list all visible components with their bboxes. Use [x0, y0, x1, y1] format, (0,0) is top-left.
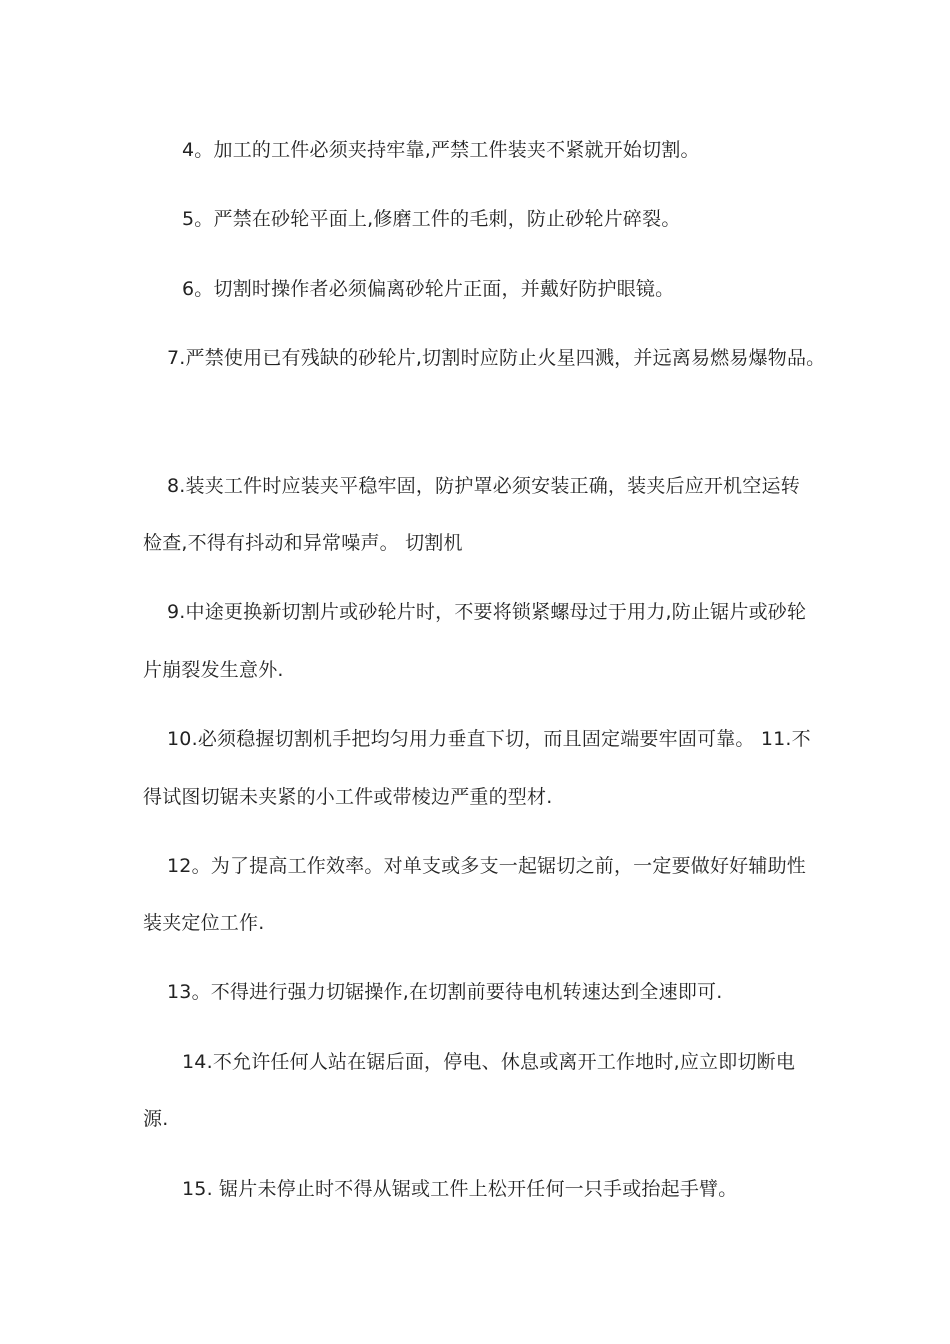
rule-4-line: 4。加工的工件必须夹持牢靠,严禁工件装夹不紧就开始切割。 [182, 139, 700, 161]
rule-5-line: 5。严禁在砂轮平面上,修磨工件的毛刺，防止砂轮片碎裂。 [182, 208, 681, 230]
rule-12-line-1: 12。为了提高工作效率。对单支或多支一起锯切之前，一定要做好好辅助性 [167, 855, 806, 877]
rule-12-line-2: 装夹定位工作. [143, 912, 265, 934]
rule-10-11-line-1: 10.必须稳握切割机手把均匀用力垂直下切，而且固定端要牢固可靠。 11.不 [167, 728, 811, 750]
rule-9-line-1: 9.中途更换新切割片或砂轮片时，不要将锁紧螺母过于用力,防止锯片或砂轮 [167, 601, 807, 623]
rule-11-line-2: 得试图切锯未夹紧的小工件或带棱边严重的型材. [143, 786, 553, 808]
rule-7-line: 7.严禁使用已有残缺的砂轮片,切割时应防止火星四溅，并远离易燃易爆物品。 [167, 347, 826, 369]
rule-13-line: 13。不得进行强力切锯操作,在切割前要待电机转速达到全速即可. [167, 981, 723, 1003]
rule-8-line-1: 8.装夹工件时应装夹平稳牢固，防护罩必须安装正确，装夹后应开机空运转 [167, 475, 800, 497]
rule-15-line: 15. 锯片未停止时不得从锯或工件上松开任何一只手或抬起手臂。 [182, 1178, 738, 1200]
rule-14-line-2: 源. [143, 1108, 169, 1130]
rule-8-line-2: 检查,不得有抖动和异常噪声。 切割机 [143, 532, 463, 554]
rule-9-line-2: 片崩裂发生意外. [143, 659, 284, 681]
rule-14-line-1: 14.不允许任何人站在锯后面，停电、休息或离开工作地时,应立即切断电 [182, 1051, 796, 1073]
rule-6-line: 6。切割时操作者必须偏离砂轮片正面，并戴好防护眼镜。 [182, 278, 675, 300]
